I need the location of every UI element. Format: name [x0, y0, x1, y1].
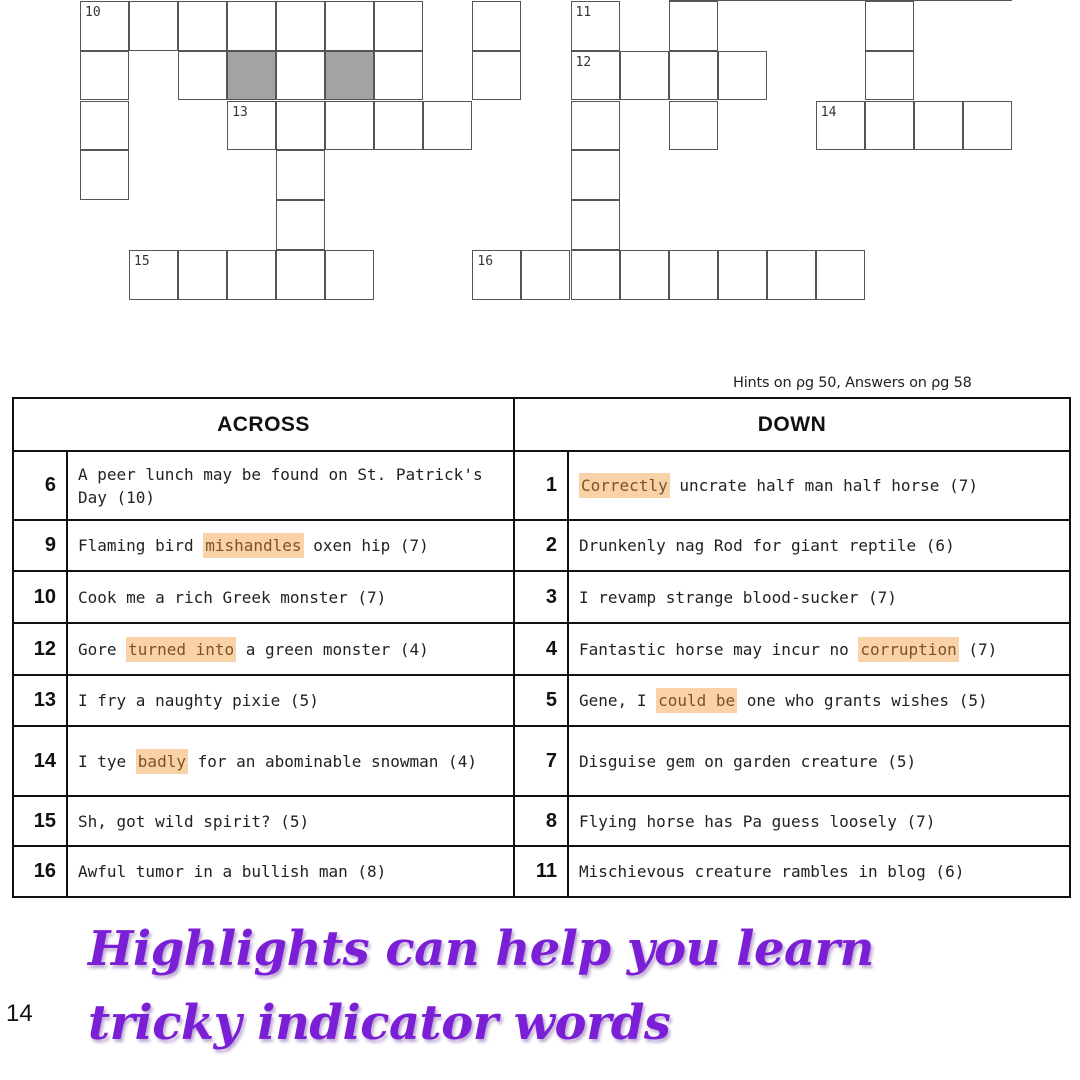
clue-text-segment: Flaming bird — [78, 536, 204, 555]
clue-number-label: 10 — [85, 5, 101, 20]
down-clue-number: 2 — [514, 520, 568, 571]
down-clue-text — [568, 726, 1070, 796]
down-clue-text — [568, 796, 1070, 846]
across-clue-text — [67, 675, 514, 726]
grid-cell[interactable] — [914, 0, 963, 1]
clue-row — [13, 520, 1070, 571]
crossword-grid — [0, 0, 1080, 320]
grid-cell[interactable] — [521, 250, 570, 300]
grid-cell[interactable] — [571, 200, 620, 250]
clue-text-segment: A peer lunch may be found on St. Patrick's Day (10) — [78, 464, 483, 507]
clue-text-segment: Flying horse has Pa guess loosely (7) — [579, 811, 936, 831]
indicator-highlight: corruption — [858, 637, 958, 662]
grid-cell[interactable] — [80, 51, 129, 101]
indicator-highlight: turned into — [126, 637, 236, 662]
down-clue-text — [568, 675, 1070, 726]
clue-number-label: 12 — [575, 54, 592, 70]
clue-text-segment: for an abominable snowman (4) — [187, 751, 477, 771]
grid-cell[interactable] — [325, 101, 374, 151]
clue-number-label: 15 — [134, 254, 150, 269]
grid-cell[interactable] — [472, 1, 521, 51]
clue-text-segment: I tye — [78, 751, 136, 771]
grid-cell[interactable] — [816, 0, 865, 1]
caption-line-2: tricky indicator words — [88, 995, 671, 1051]
grid-cell[interactable] — [767, 0, 816, 1]
down-clue-number: 5 — [514, 675, 568, 726]
grid-cell[interactable] — [963, 0, 1012, 1]
grid-cell[interactable] — [178, 1, 227, 51]
grid-cell[interactable] — [620, 51, 669, 101]
clue-text-segment: uncrate half man half horse (7) — [669, 476, 978, 495]
across-clue-text — [67, 846, 514, 897]
clue-row — [13, 726, 1070, 796]
grid-cell[interactable] — [767, 250, 816, 300]
grid-cell[interactable] — [423, 101, 472, 151]
grid-cell[interactable] — [865, 101, 914, 151]
grid-cell[interactable] — [276, 51, 325, 101]
clue-row — [13, 846, 1070, 897]
clue-text-segment: Drunkenly nag Rod for giant reptile (6) — [579, 536, 955, 555]
indicator-highlight: Correctly — [579, 473, 670, 498]
grid-cell[interactable] — [472, 51, 521, 101]
page-number: 14 — [6, 1000, 33, 1027]
across-clue-number: 16 — [13, 846, 67, 897]
grid-cell[interactable] — [178, 51, 227, 101]
down-clue-text — [568, 623, 1070, 675]
grid-cell[interactable] — [276, 250, 325, 300]
clue-text-segment: Awful tumor in a bullish man (8) — [78, 862, 387, 881]
down-clue-number: 3 — [514, 571, 568, 623]
grid-cell[interactable] — [129, 1, 178, 51]
grid-cell[interactable] — [129, 250, 178, 300]
clue-row — [13, 796, 1070, 846]
across-clue-number: 14 — [13, 726, 67, 796]
grid-cell[interactable] — [227, 101, 276, 151]
clue-text-segment: one who grants wishes (5) — [737, 691, 988, 710]
clue-number-label: 14 — [820, 104, 837, 120]
clue-row — [13, 623, 1070, 675]
clues-table — [12, 397, 1071, 898]
across-clue-number: 15 — [13, 796, 67, 846]
across-clue-text — [67, 520, 514, 571]
clue-row — [13, 675, 1070, 726]
caption-line-1: Highlights can help you learn — [88, 921, 874, 977]
grid-cell[interactable] — [571, 1, 620, 51]
clue-text-segment: I revamp strange blood-sucker (7) — [579, 587, 897, 607]
across-clue-number: 9 — [13, 520, 67, 571]
clue-text-segment: Cook me a rich Greek monster (7) — [78, 587, 387, 607]
grid-cell[interactable] — [571, 250, 620, 300]
clue-text-segment: (7) — [958, 639, 998, 659]
grid-cell[interactable] — [276, 200, 325, 250]
grid-cell[interactable] — [718, 0, 767, 1]
across-clue-text — [67, 726, 514, 796]
grid-cell[interactable] — [914, 101, 963, 151]
across-header: ACROSS — [13, 398, 514, 451]
grid-cell[interactable] — [718, 51, 767, 101]
across-clue-text — [67, 571, 514, 623]
down-clue-text — [568, 451, 1070, 520]
clue-row — [13, 571, 1070, 623]
clue-number-label: 16 — [477, 254, 494, 269]
clue-text-segment: Sh, got wild spirit? (5) — [78, 811, 310, 831]
grid-cell[interactable] — [276, 150, 325, 200]
grid-cell[interactable] — [571, 150, 620, 200]
grid-cell[interactable] — [669, 1, 718, 51]
across-clue-number: 6 — [13, 451, 67, 520]
clue-number-label: 11 — [575, 5, 592, 20]
down-clue-text — [568, 571, 1070, 623]
down-clue-number: 11 — [514, 846, 568, 897]
clue-row — [13, 451, 1070, 520]
across-clue-text — [67, 623, 514, 675]
grid-cell[interactable] — [620, 250, 669, 300]
grid-cell[interactable] — [816, 250, 865, 300]
clue-number-label: 13 — [232, 104, 248, 120]
hints-answers-note: Hints on ρg 50, Answers on ρg 58 — [733, 375, 972, 391]
grid-cell[interactable] — [325, 1, 374, 51]
down-clue-number: 4 — [514, 623, 568, 675]
grid-cell[interactable] — [325, 250, 374, 300]
down-clue-number: 1 — [514, 451, 568, 520]
grid-cell[interactable] — [571, 51, 620, 101]
caption — [88, 912, 874, 1060]
down-clue-number: 8 — [514, 796, 568, 846]
grid-cell[interactable] — [669, 250, 718, 300]
clue-text-segment: Fantastic horse may incur no — [579, 639, 859, 659]
across-clue-text — [67, 451, 514, 520]
grid-cell[interactable] — [472, 250, 521, 300]
grid-cell[interactable] — [178, 250, 227, 300]
down-clue-text — [568, 846, 1070, 897]
across-clue-number: 13 — [13, 675, 67, 726]
grid-cell[interactable] — [669, 51, 718, 101]
grid-cell[interactable] — [374, 51, 423, 101]
grid-cell[interactable] — [816, 101, 865, 151]
indicator-highlight: could be — [656, 688, 737, 713]
grid-cell[interactable] — [80, 101, 129, 151]
clue-text-segment: a green monster (4) — [236, 639, 429, 659]
grid-cell[interactable] — [571, 101, 620, 151]
indicator-highlight: mishandles — [203, 533, 303, 558]
across-clue-number: 10 — [13, 571, 67, 623]
across-clue-number: 12 — [13, 623, 67, 675]
grid-cell[interactable] — [276, 1, 325, 51]
grid-cell-shaded — [325, 51, 374, 101]
grid-cell[interactable] — [80, 150, 129, 200]
clue-text-segment: I fry a naughty pixie (5) — [78, 691, 319, 710]
down-header: DOWN — [514, 398, 1070, 451]
grid-cell-shaded — [227, 51, 276, 101]
grid-cell[interactable] — [227, 250, 276, 300]
grid-cell[interactable] — [374, 1, 423, 51]
down-clue-number: 7 — [514, 726, 568, 796]
clue-text-segment: Gore — [78, 639, 127, 659]
grid-cell[interactable] — [80, 1, 129, 51]
down-clue-text — [568, 520, 1070, 571]
clue-text-segment: oxen hip (7) — [303, 536, 429, 555]
grid-cell[interactable] — [963, 101, 1012, 151]
clue-text-segment: Disguise gem on garden creature (5) — [579, 751, 917, 771]
grid-cell[interactable] — [865, 51, 914, 101]
grid-cell[interactable] — [669, 101, 718, 151]
indicator-highlight: badly — [136, 749, 188, 774]
grid-cell[interactable] — [276, 101, 325, 151]
grid-cell[interactable] — [374, 101, 423, 151]
grid-cell[interactable] — [227, 1, 276, 51]
grid-cell[interactable] — [865, 1, 914, 51]
grid-cell[interactable] — [718, 250, 767, 300]
clue-text-segment: Gene, I — [579, 691, 657, 710]
across-clue-text — [67, 796, 514, 846]
clue-text-segment: Mischievous creature rambles in blog (6) — [579, 862, 965, 881]
